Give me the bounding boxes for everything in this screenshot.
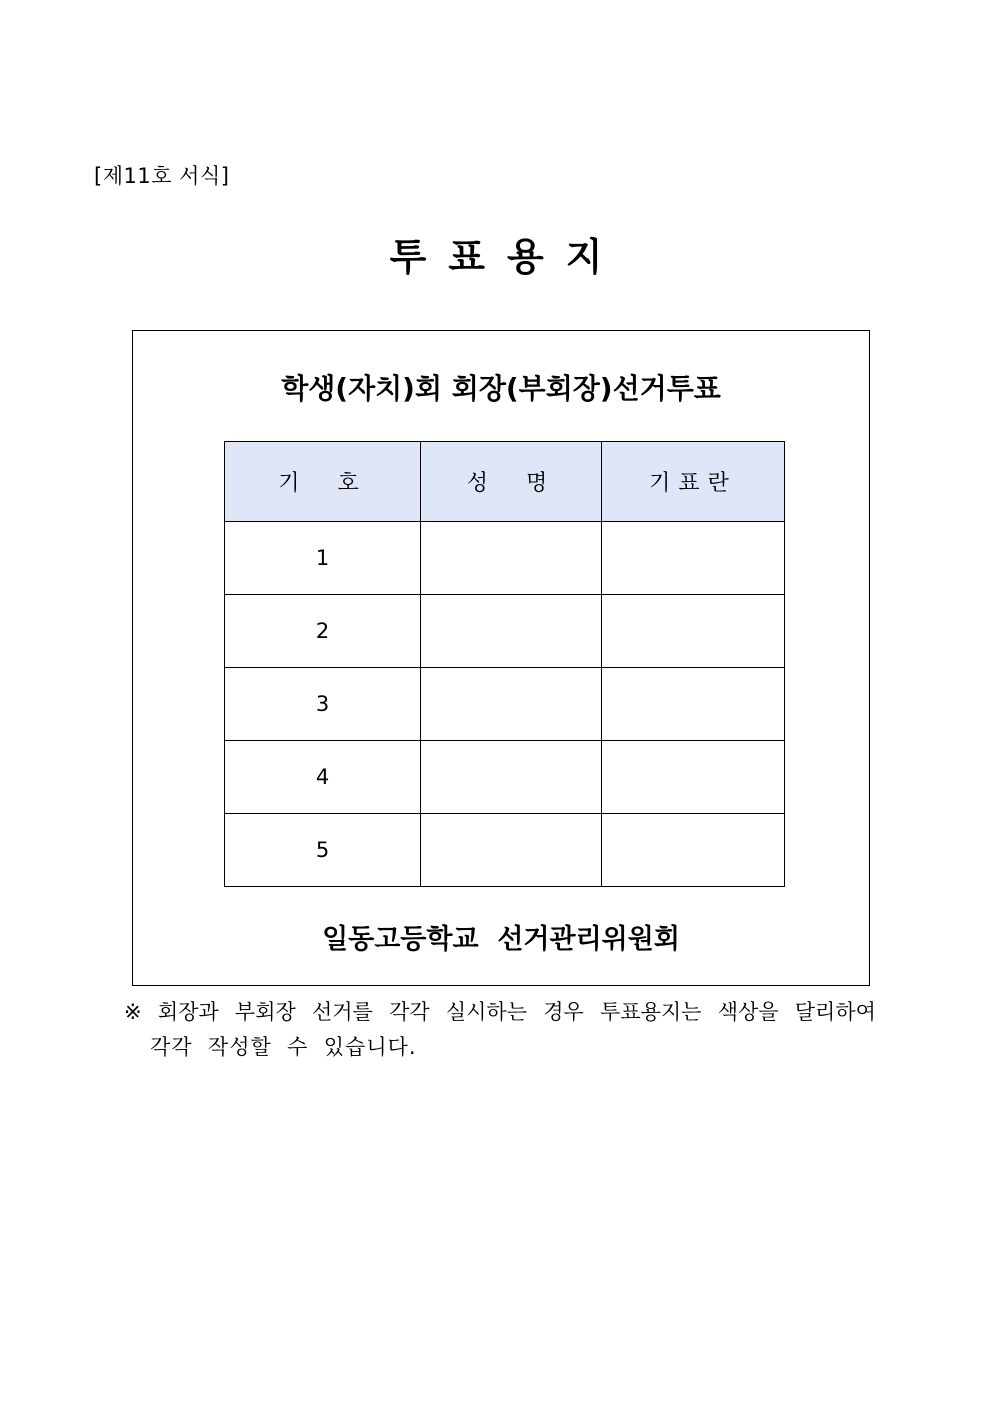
header-name: 성 명 bbox=[421, 442, 602, 522]
note-mark: ※ bbox=[124, 1000, 142, 1024]
candidate-number: 4 bbox=[225, 741, 421, 814]
mark-cell[interactable] bbox=[602, 814, 785, 887]
header-number: 기 호 bbox=[225, 442, 421, 522]
ballot-table bbox=[224, 441, 785, 887]
header-mark: 기표란 bbox=[602, 442, 785, 522]
mark-cell[interactable] bbox=[602, 522, 785, 595]
note-word: 각각 bbox=[389, 1000, 430, 1024]
table-row bbox=[225, 668, 785, 741]
election-title: 학생(자치)회 회장(부회장)선거투표 bbox=[281, 372, 721, 405]
table-header-row bbox=[225, 442, 785, 522]
candidate-name-cell bbox=[421, 668, 602, 741]
note-line-1 bbox=[124, 995, 876, 1030]
candidate-number: 2 bbox=[225, 595, 421, 668]
document-title: 투표용지 bbox=[389, 235, 625, 279]
mark-cell[interactable] bbox=[602, 668, 785, 741]
candidate-name-cell bbox=[421, 741, 602, 814]
candidate-name-cell bbox=[421, 814, 602, 887]
note-word: 투표용지는 bbox=[600, 1000, 702, 1024]
note-word: 달리하여 bbox=[794, 1000, 876, 1024]
table-row bbox=[225, 595, 785, 668]
note-word: 경우 bbox=[543, 1000, 584, 1024]
table-row bbox=[225, 522, 785, 595]
candidate-name-cell bbox=[421, 522, 602, 595]
note-line-2: 각각 작성할 수 있습니다. bbox=[150, 1035, 417, 1059]
note-word: 부회장 bbox=[234, 1000, 296, 1024]
form-number: [제11호 서식] bbox=[94, 164, 230, 188]
table-row bbox=[225, 814, 785, 887]
candidate-number: 5 bbox=[225, 814, 421, 887]
note-word: 회장과 bbox=[157, 1000, 219, 1024]
candidate-number: 3 bbox=[225, 668, 421, 741]
candidate-name-cell bbox=[421, 595, 602, 668]
table-row bbox=[225, 741, 785, 814]
committee-name: 일동고등학교 선거관리위원회 bbox=[322, 924, 680, 955]
note-word: 색상을 bbox=[717, 1000, 779, 1024]
note-word: 실시하는 bbox=[445, 1000, 528, 1024]
ballot-box bbox=[132, 330, 870, 986]
note bbox=[124, 995, 876, 1065]
candidate-number: 1 bbox=[225, 522, 421, 595]
mark-cell[interactable] bbox=[602, 595, 785, 668]
mark-cell[interactable] bbox=[602, 741, 785, 814]
note-word: 선거를 bbox=[311, 1000, 373, 1024]
